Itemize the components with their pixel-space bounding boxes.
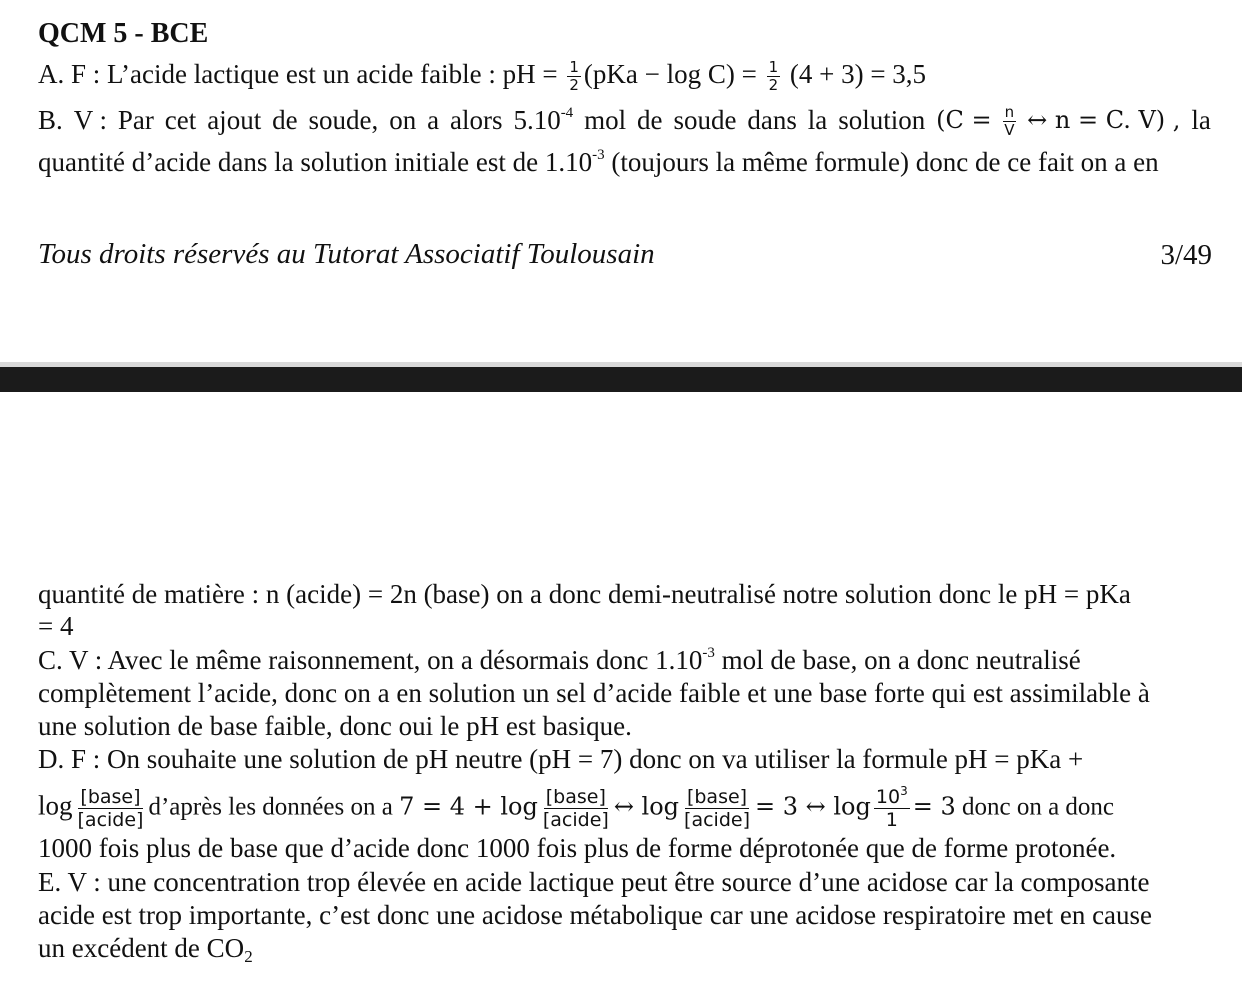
- subscript: 2: [244, 947, 253, 966]
- fraction-one-half: [567, 59, 581, 94]
- fraction-denominator: [acide]: [684, 809, 750, 831]
- fraction-base-acide: [541, 786, 611, 831]
- value-base: 1.10: [655, 645, 703, 675]
- word: dans: [747, 105, 797, 135]
- formula-close: ↔ n = C. V) ,: [1019, 106, 1181, 134]
- log-label: log: [38, 790, 73, 821]
- answer-e-line: E. V : une concentration trop élevée en acide lactique peut être source d’une acidose car la composante: [38, 867, 1150, 897]
- page-number: 3/49: [1160, 239, 1212, 271]
- top-page: [0, 0, 1242, 362]
- text-segment: quantité de matière : n (acide) = 2n (base) on a donc demi-neutralisé notre solution donc le pH = pKa: [38, 579, 1131, 609]
- page-separator: [0, 362, 1242, 392]
- mol-value-base: 5.10: [513, 105, 561, 135]
- text-segment: donc on a donc: [955, 793, 1115, 821]
- word: V :: [73, 105, 107, 135]
- fraction-numerator: 1: [569, 58, 579, 77]
- text-line: = 4: [38, 611, 74, 641]
- word: a: [427, 105, 440, 135]
- word: de: [272, 105, 298, 135]
- word: de: [637, 105, 663, 135]
- equation-segment: 7 = 4 + log: [399, 792, 538, 821]
- power-exponent: 3: [900, 784, 908, 798]
- fraction-power-of-ten: [874, 786, 910, 831]
- text-line: acide est trop importante, c’est donc une acidose métabolique car une acidose respiratoire met en cause: [38, 900, 1153, 930]
- concentration-formula: [936, 104, 1180, 139]
- value-exponent: -3: [702, 645, 715, 661]
- fraction-numerator: [874, 786, 910, 809]
- answer-d-line: D. F : On souhaite une solution de pH neutre (pH = 7) donc on va utiliser la formule pH = pKa +: [38, 744, 1084, 774]
- fraction-denominator: V: [1004, 121, 1015, 139]
- word: solution: [838, 105, 926, 135]
- fraction-denominator: [acide]: [542, 809, 609, 831]
- fraction-numerator: 1: [768, 58, 779, 77]
- bottom-page: [0, 392, 1242, 988]
- value-exponent: -3: [592, 147, 605, 163]
- text-line: une solution de base faible, donc oui le pH est basique.: [38, 711, 632, 741]
- word: soude,: [308, 105, 379, 135]
- text-line: [38, 932, 253, 964]
- text-segment: d’après les données on a: [148, 793, 400, 821]
- fraction-numerator: n: [1004, 103, 1015, 121]
- word: cet: [164, 105, 197, 135]
- word: mol: [584, 105, 627, 135]
- log-formula-line: [38, 786, 1114, 831]
- mol-value-exponent: -4: [560, 105, 574, 121]
- word: B.: [38, 105, 63, 135]
- equation-segment: ↔ log: [613, 792, 680, 821]
- text-line: [38, 578, 1211, 610]
- text-segment: mol de base, on a donc neutralisé: [714, 645, 1081, 675]
- equation-segment: = 3 ↔ log: [755, 792, 871, 821]
- word: on: [389, 105, 417, 135]
- page-footer: Tous droits réservés au Tutorat Associatif Toulousain: [38, 238, 655, 270]
- answer-b-line: [38, 104, 1211, 139]
- word: la: [1191, 105, 1211, 135]
- word: soude: [673, 105, 737, 135]
- word: ajout: [207, 105, 262, 135]
- answer-a-line: [38, 58, 926, 94]
- fraction-denominator: 1: [885, 809, 898, 831]
- word: la: [807, 105, 828, 135]
- text-segment: C. V : Avec le même raisonnement, on a désormais donc: [38, 645, 656, 675]
- text-segment: un excédent de CO: [38, 933, 245, 963]
- value-base: 1.10: [544, 147, 593, 177]
- answer-a-result: (4 + 3) = 3,5: [783, 59, 927, 89]
- mol-value: [513, 104, 573, 139]
- qcm-title: QCM 5 - BCE: [38, 18, 209, 49]
- answer-a-prefix: A. F : L’acide lactique est un acide faible : pH =: [38, 59, 565, 89]
- answer-c-line: [38, 644, 1081, 676]
- fraction-denominator: 2: [569, 76, 579, 95]
- text-line: complètement l’acide, donc on a en solution un sel d’acide faible et une base forte qui est assimilable à: [38, 678, 1150, 708]
- fraction-denominator: [acide]: [77, 809, 144, 831]
- fraction-numerator: [base]: [545, 786, 606, 808]
- fraction-one-half: [767, 59, 781, 94]
- fraction-numerator: [base]: [686, 786, 748, 808]
- fraction-base-acide: [682, 786, 752, 831]
- fraction-numerator: [base]: [80, 786, 141, 808]
- answer-a-formula: (pKa − log C) =: [583, 59, 764, 89]
- text-segment: (toujours la même formule) donc de ce fait on a en: [604, 147, 1159, 177]
- fraction-base-acide: [76, 786, 146, 831]
- text-line: 1000 fois plus de base que d’acide donc 1000 fois plus de forme déprotonée que de forme protonée.: [38, 833, 1117, 863]
- word: Par: [117, 105, 154, 135]
- fraction-n-over-v: [1002, 104, 1016, 139]
- text-segment: quantité d’acide dans la solution initiale est de: [38, 147, 545, 177]
- word: alors: [450, 105, 503, 135]
- fraction-denominator: 2: [768, 76, 779, 95]
- power-base: 10: [875, 786, 901, 808]
- answer-b-continuation: [38, 146, 1159, 178]
- equation-segment: = 3: [912, 792, 956, 821]
- formula-open: (C =: [936, 106, 1000, 134]
